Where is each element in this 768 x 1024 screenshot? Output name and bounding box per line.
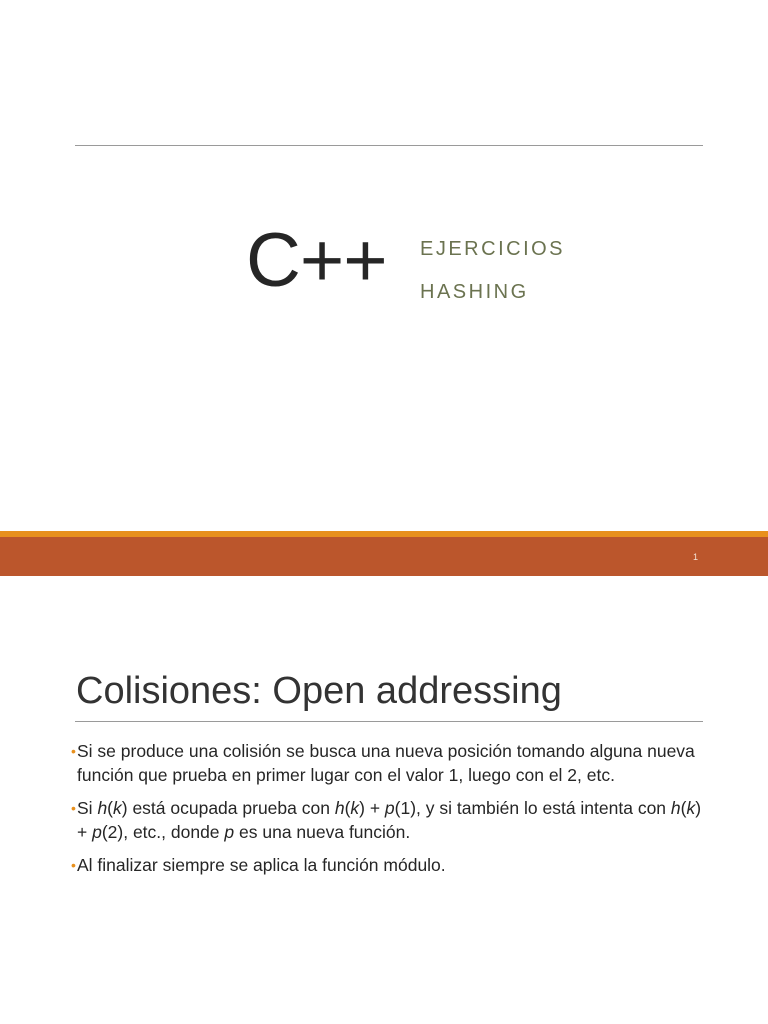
bullet-text-segment: ) + xyxy=(77,798,702,842)
bullet-item xyxy=(72,796,712,844)
bullet-text-segment: ) + xyxy=(359,798,385,818)
bullet-text-segment: k xyxy=(350,798,360,818)
bullet-icon: • xyxy=(71,857,76,873)
bullet-text-segment: Si xyxy=(77,798,98,818)
title-divider-top xyxy=(75,145,703,146)
bullet-text-segment: (2), etc., donde xyxy=(101,822,225,842)
bullet-icon: • xyxy=(71,743,76,759)
bullet-text xyxy=(77,739,712,787)
bullet-list xyxy=(72,739,712,886)
bullet-item xyxy=(72,739,712,787)
page-number: 1 xyxy=(692,552,698,562)
bullet-item xyxy=(72,853,712,877)
bullet-text-segment: ( xyxy=(107,798,113,818)
bullet-text-segment: ) está ocupada prueba con xyxy=(121,798,335,818)
slide-2 xyxy=(0,576,768,1024)
subtitle-line-2: HASHING xyxy=(420,281,529,303)
bullet-text xyxy=(77,796,712,844)
bullet-text-segment: p xyxy=(92,822,102,842)
heading-divider xyxy=(75,721,703,722)
bullet-text-segment: (1), y si también lo está intenta con xyxy=(394,798,671,818)
bullet-text-segment: p xyxy=(384,798,395,818)
bullet-text-segment: ( xyxy=(344,798,351,818)
bullet-text-segment: h xyxy=(97,798,108,818)
bullet-text-segment: p xyxy=(224,822,235,842)
bullet-text-segment: h xyxy=(670,798,681,818)
footer-band xyxy=(0,537,768,576)
bullet-text-segment: Si se produce una colisión se busca una nueva posición tomando alguna nueva función que prueba en primer lugar con el valor 1, luego con el 2, etc. xyxy=(77,741,695,785)
slide-subtitle xyxy=(420,228,565,314)
subtitle-line-1: EJERCICIOS xyxy=(420,238,566,260)
bullet-text-segment: k xyxy=(686,798,696,818)
slide-heading: Colisiones: Open addressing xyxy=(76,670,562,712)
bullet-icon: • xyxy=(71,800,76,816)
bullet-text xyxy=(77,853,712,877)
bullet-text-segment: ( xyxy=(680,798,687,818)
bullet-text-segment: h xyxy=(334,798,345,818)
bullet-text-segment: Al finalizar siempre se aplica la función módulo. xyxy=(77,855,446,875)
bullet-text-segment: es una nueva función. xyxy=(234,822,411,842)
slide-title: C++ xyxy=(246,218,387,303)
bullet-text-segment: k xyxy=(113,798,122,818)
